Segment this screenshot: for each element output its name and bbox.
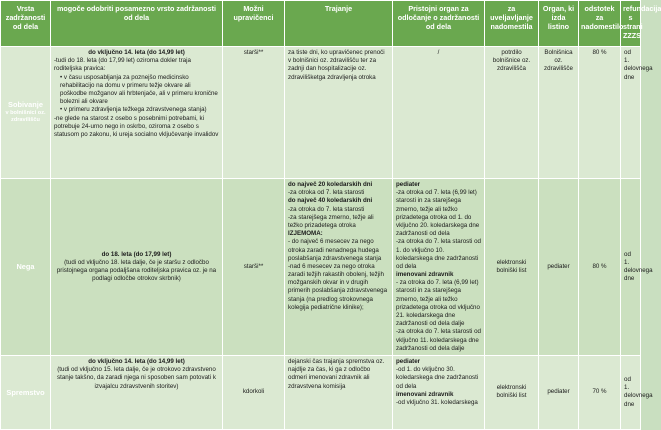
duration-cell bbox=[285, 179, 393, 356]
header-percent: odstotek za nadomestilo bbox=[579, 1, 621, 47]
cell-line: pediater bbox=[396, 181, 421, 188]
header-type: Vrsta zadržanosti od dela bbox=[1, 1, 51, 47]
cell-line: • v času usposabljanja za poznejšo medicinsko rehabilitacijo na domu v primeru težje okvare ali poškodbe možganov ali hrbtenjače, ali v primeru kronične bolezni ali okvare bbox=[60, 73, 218, 106]
header-duration: Trajanje bbox=[285, 1, 393, 47]
table-row bbox=[1, 47, 641, 179]
refund-cell: od 1. delovnega dne bbox=[621, 47, 641, 179]
header-authority: Pristojni organ za odločanje o zadržanosti od dela bbox=[393, 1, 485, 47]
cell-line: -od vključno 31. koledarskega bbox=[396, 398, 478, 406]
cell-line: -za otroka od 7. leta starosti bbox=[288, 189, 365, 197]
category-cell bbox=[1, 355, 51, 429]
cell-line: - do največ 6 mesecev za nego otroka zaradi nenadnega hudega poslabšanja zdravstvenega stanja bbox=[288, 238, 382, 262]
beneficiaries-cell: starši** bbox=[223, 47, 285, 179]
cell-line: do 18. leta (do 17,99 let) bbox=[101, 250, 172, 258]
cell-line: do vključno 14. leta (do 14,99 let) bbox=[88, 357, 185, 365]
cell-line: do vključno 14. leta (do 14,99 let) bbox=[88, 49, 185, 56]
issuer-cell: pediater bbox=[539, 355, 579, 429]
cell-line: -od 1. do vključno 30. koledarskega dne zadržanosti od dela bbox=[396, 366, 479, 390]
cell-line: do največ 40 koledarskih dni bbox=[288, 197, 373, 205]
cell-line: -za starejšega zmerno, težje ali težko prizadetega otroka bbox=[288, 213, 374, 229]
percent-cell: 80 % bbox=[579, 47, 621, 179]
refund-cell: od 1. delovnega dne bbox=[621, 179, 641, 356]
authority-cell bbox=[393, 47, 485, 179]
cell-line: • v primeru zdravljenja težkega zdravstvenega stanja) bbox=[60, 106, 207, 114]
header-beneficiaries: Možni upravičenci bbox=[223, 1, 285, 47]
eligibility-cell bbox=[51, 47, 223, 179]
cell-line: -za otroka od 7. leta (6,99 let) starosti in za starejšega zmerno, težje ali težko prizadetega otroka od 1. do vključno 20. koledarskega dne zadržanosti od dela bbox=[396, 189, 480, 238]
issuer-cell: pediater bbox=[539, 179, 579, 356]
eligibility-cell bbox=[51, 355, 223, 429]
cell-line: -za otroka do 7. leta starosti bbox=[288, 205, 365, 213]
header-row bbox=[1, 1, 641, 47]
header-benefit-doc: za uveljavljanje nadomestila bbox=[485, 1, 539, 47]
cell-line: -tudi do 18. leta (do 17,99 let) oziroma dokler traja roditeljska pravica: bbox=[54, 57, 191, 73]
table-row bbox=[1, 355, 641, 429]
duration-cell bbox=[285, 355, 393, 429]
cell-line: / bbox=[437, 49, 440, 56]
category-label: Nega bbox=[16, 262, 35, 272]
issuer-cell: Bolnišnica oz. zdravilišče bbox=[539, 47, 579, 179]
eligibility-cell bbox=[51, 179, 223, 356]
cell-line: pediater bbox=[396, 357, 421, 365]
header-refund: refundacija s strani ZZZS bbox=[621, 1, 641, 47]
cell-line: (tudi od vključno 15. leta dalje, če je otrokovo zdravstveno stanje takšno, da zaradi njega ni sposoben sam potovati k izvajalcu zdravstvenih storitev) bbox=[57, 366, 216, 390]
benefit-doc-cell: elektronski bolniški list bbox=[485, 355, 539, 429]
cell-line: - za otroka do 7. leta (6,99 let) starosti in za starejšega zmerno, težje ali težko prizadetega otroka od vključno 21. koledarskega dne zadržanosti od dela dalje bbox=[396, 279, 480, 328]
beneficiaries-cell: kdorkoli bbox=[223, 355, 285, 429]
table-row bbox=[1, 179, 641, 356]
cell-line: -ne glede na starost z osebo s posebnimi potrebami, ki potrebuje 24-urno nego in oskrbo, oziroma z osebo s statusom po zakonu, ki ureja socialno vključevanje invalidov bbox=[54, 114, 219, 138]
category-cell bbox=[1, 47, 51, 179]
refund-cell: od 1. delovnega dne bbox=[621, 355, 641, 429]
duration-cell bbox=[285, 47, 393, 179]
authority-cell bbox=[393, 179, 485, 356]
authority-cell bbox=[393, 355, 485, 429]
percent-cell: 80 % bbox=[579, 179, 621, 356]
cell-line: imenovani zdravnik bbox=[396, 271, 454, 279]
category-label: Spremstvo bbox=[6, 387, 45, 397]
cell-line: do največ 20 koledarskih dni bbox=[288, 181, 373, 188]
benefit-doc-cell: potrdilo bolnišnice oz. zdravilišča bbox=[485, 47, 539, 179]
cell-line: (tudi od vključno 18. leta dalje, če je staršu z odločbo pristojnega organa podaljšana roditeljska pravica oz. je na podlagi odločbe otrokov skrbnik) bbox=[56, 258, 217, 283]
cell-line: -za otroka do 7. leta starosti od vključno 11. koledarskega dne zadržanosti od dela dalje bbox=[396, 328, 481, 352]
benefit-doc-cell: elektronski bolniški list bbox=[485, 179, 539, 356]
header-eligibility: mogoče odobriti posamezno vrsto zadržanosti od dela bbox=[51, 1, 223, 47]
cell-line: IZJEMOMA: bbox=[288, 230, 323, 238]
beneficiaries-cell: starši** bbox=[223, 179, 285, 356]
header-issuer: Organ, ki izda listino bbox=[539, 1, 579, 47]
category-sublabel: v bolnišnici oz. zdravilišču bbox=[5, 110, 46, 124]
cell-line: dejanski čas trajanja spremstva oz. najdlje za čas, ki ga z odločbo odmeri imenovani zdravnik ali zdravstvena komisija bbox=[288, 357, 385, 390]
cell-line: -za otroka do 7. leta starosti od 1. do vključno 10. koledarskega dne zadržanosti od dela bbox=[396, 238, 481, 270]
category-label: Sobivanje bbox=[8, 100, 43, 110]
cell-line: imenovani zdravnik bbox=[396, 390, 454, 398]
cell-line: -nad 6 mesecev za nego otroka zaradi težjih rakastih obolenj, težjih možganskih okvar in v drugih primerih poslabšanja zdravstvenega stanja (na predlog strokovnega kolegija pediatrične klinike); bbox=[288, 262, 388, 311]
cell-line: za tiste dni, ko upravičenec prenoči v bolnišnici oz. zdravilišču ter za zadnji dan hospitalizacije oz. zdravilišketga zdravljenja otroka bbox=[288, 49, 385, 81]
percent-cell: 70 % bbox=[579, 355, 621, 429]
category-cell bbox=[1, 179, 51, 356]
